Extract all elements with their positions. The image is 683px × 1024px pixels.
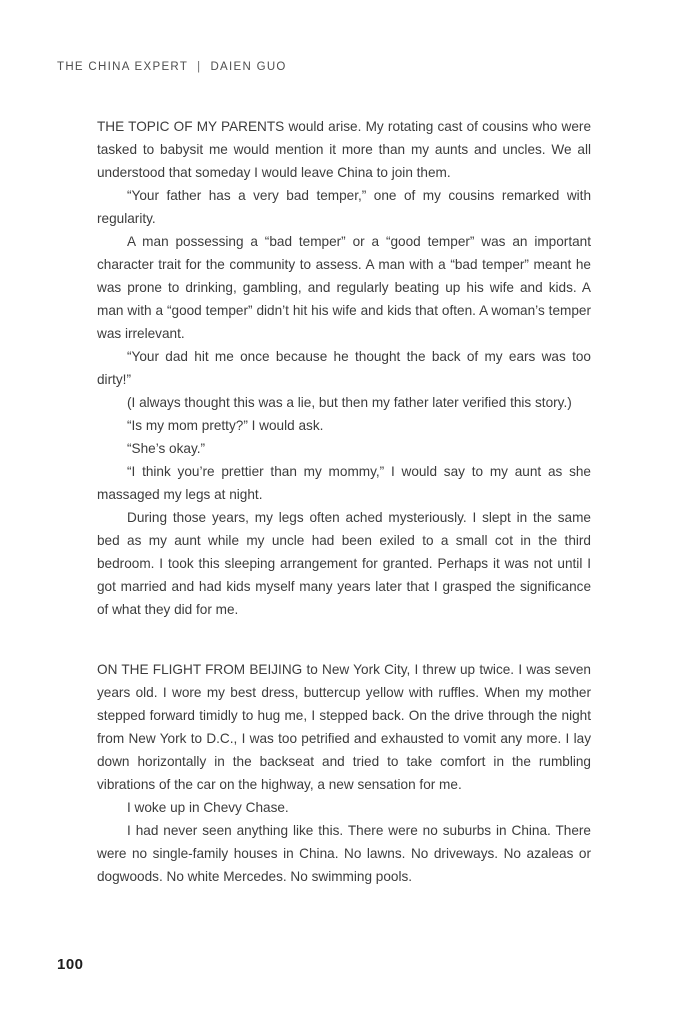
paragraph: “Your father has a very bad temper,” one of my cousins remarked with regularity. (97, 188, 591, 226)
running-header (57, 61, 287, 73)
text-section (97, 658, 591, 888)
author-name: DAIEN GUO (210, 61, 287, 73)
paragraph: During those years, my legs often ached mysteriously. I slept in the same bed as my aunt while my uncle had been exiled to a small cot in the third bedroom. I took this sleeping arrangement for granted. Perhaps it was not until I got married and had kids myself many years later that I grasped the significance of what they did for me. (97, 510, 591, 617)
paragraph: “She’s okay.” (127, 441, 206, 456)
paragraph: ON THE FLIGHT FROM BEIJING to New York City, I threw up twice. I was seven years old. I wore my best dress, buttercup yellow with ruffles. When my mother stepped forward timidly to hug me, I stepped back. On the drive through the night from New York to D.C., I was too petrified and exhausted to vomit any more. I lay down horizontally in the backseat and tried to take comfort in the rumbling vibrations of the car on the highway, a new sensation for me. (97, 662, 591, 792)
book-title: THE CHINA EXPERT (57, 61, 189, 73)
page-number: 100 (57, 956, 84, 973)
paragraph: A man possessing a “bad temper” or a “good temper” was an important character trait for the community to assess. A man with a “bad temper” meant he was prone to drinking, gambling, and regularly beating up his wife and kids. A man with a “good temper” didn’t hit his wife and kids that often. A woman’s temper was irrelevant. (97, 234, 591, 341)
paragraph: THE TOPIC OF MY PARENTS would arise. My rotating cast of cousins who were tasked to babysit me would mention it more than my aunts and uncles. We all understood that someday I would leave China to join them. (97, 119, 591, 180)
paragraph: I woke up in Chevy Chase. (127, 800, 289, 815)
page-body (97, 115, 591, 888)
header-separator: | (197, 61, 202, 73)
paragraph: “I think you’re prettier than my mommy,” I would say to my aunt as she massaged my legs at night. (97, 464, 591, 502)
paragraph: (I always thought this was a lie, but then my father later verified this story.) (127, 395, 572, 410)
text-section (97, 115, 591, 621)
paragraph: I had never seen anything like this. There were no suburbs in China. There were no single-family houses in China. No lawns. No driveways. No azaleas or dogwoods. No white Mercedes. No swimming pools. (97, 823, 591, 884)
paragraph: “Is my mom pretty?” I would ask. (127, 418, 324, 433)
paragraph: “Your dad hit me once because he thought the back of my ears was too dirty!” (97, 349, 591, 387)
